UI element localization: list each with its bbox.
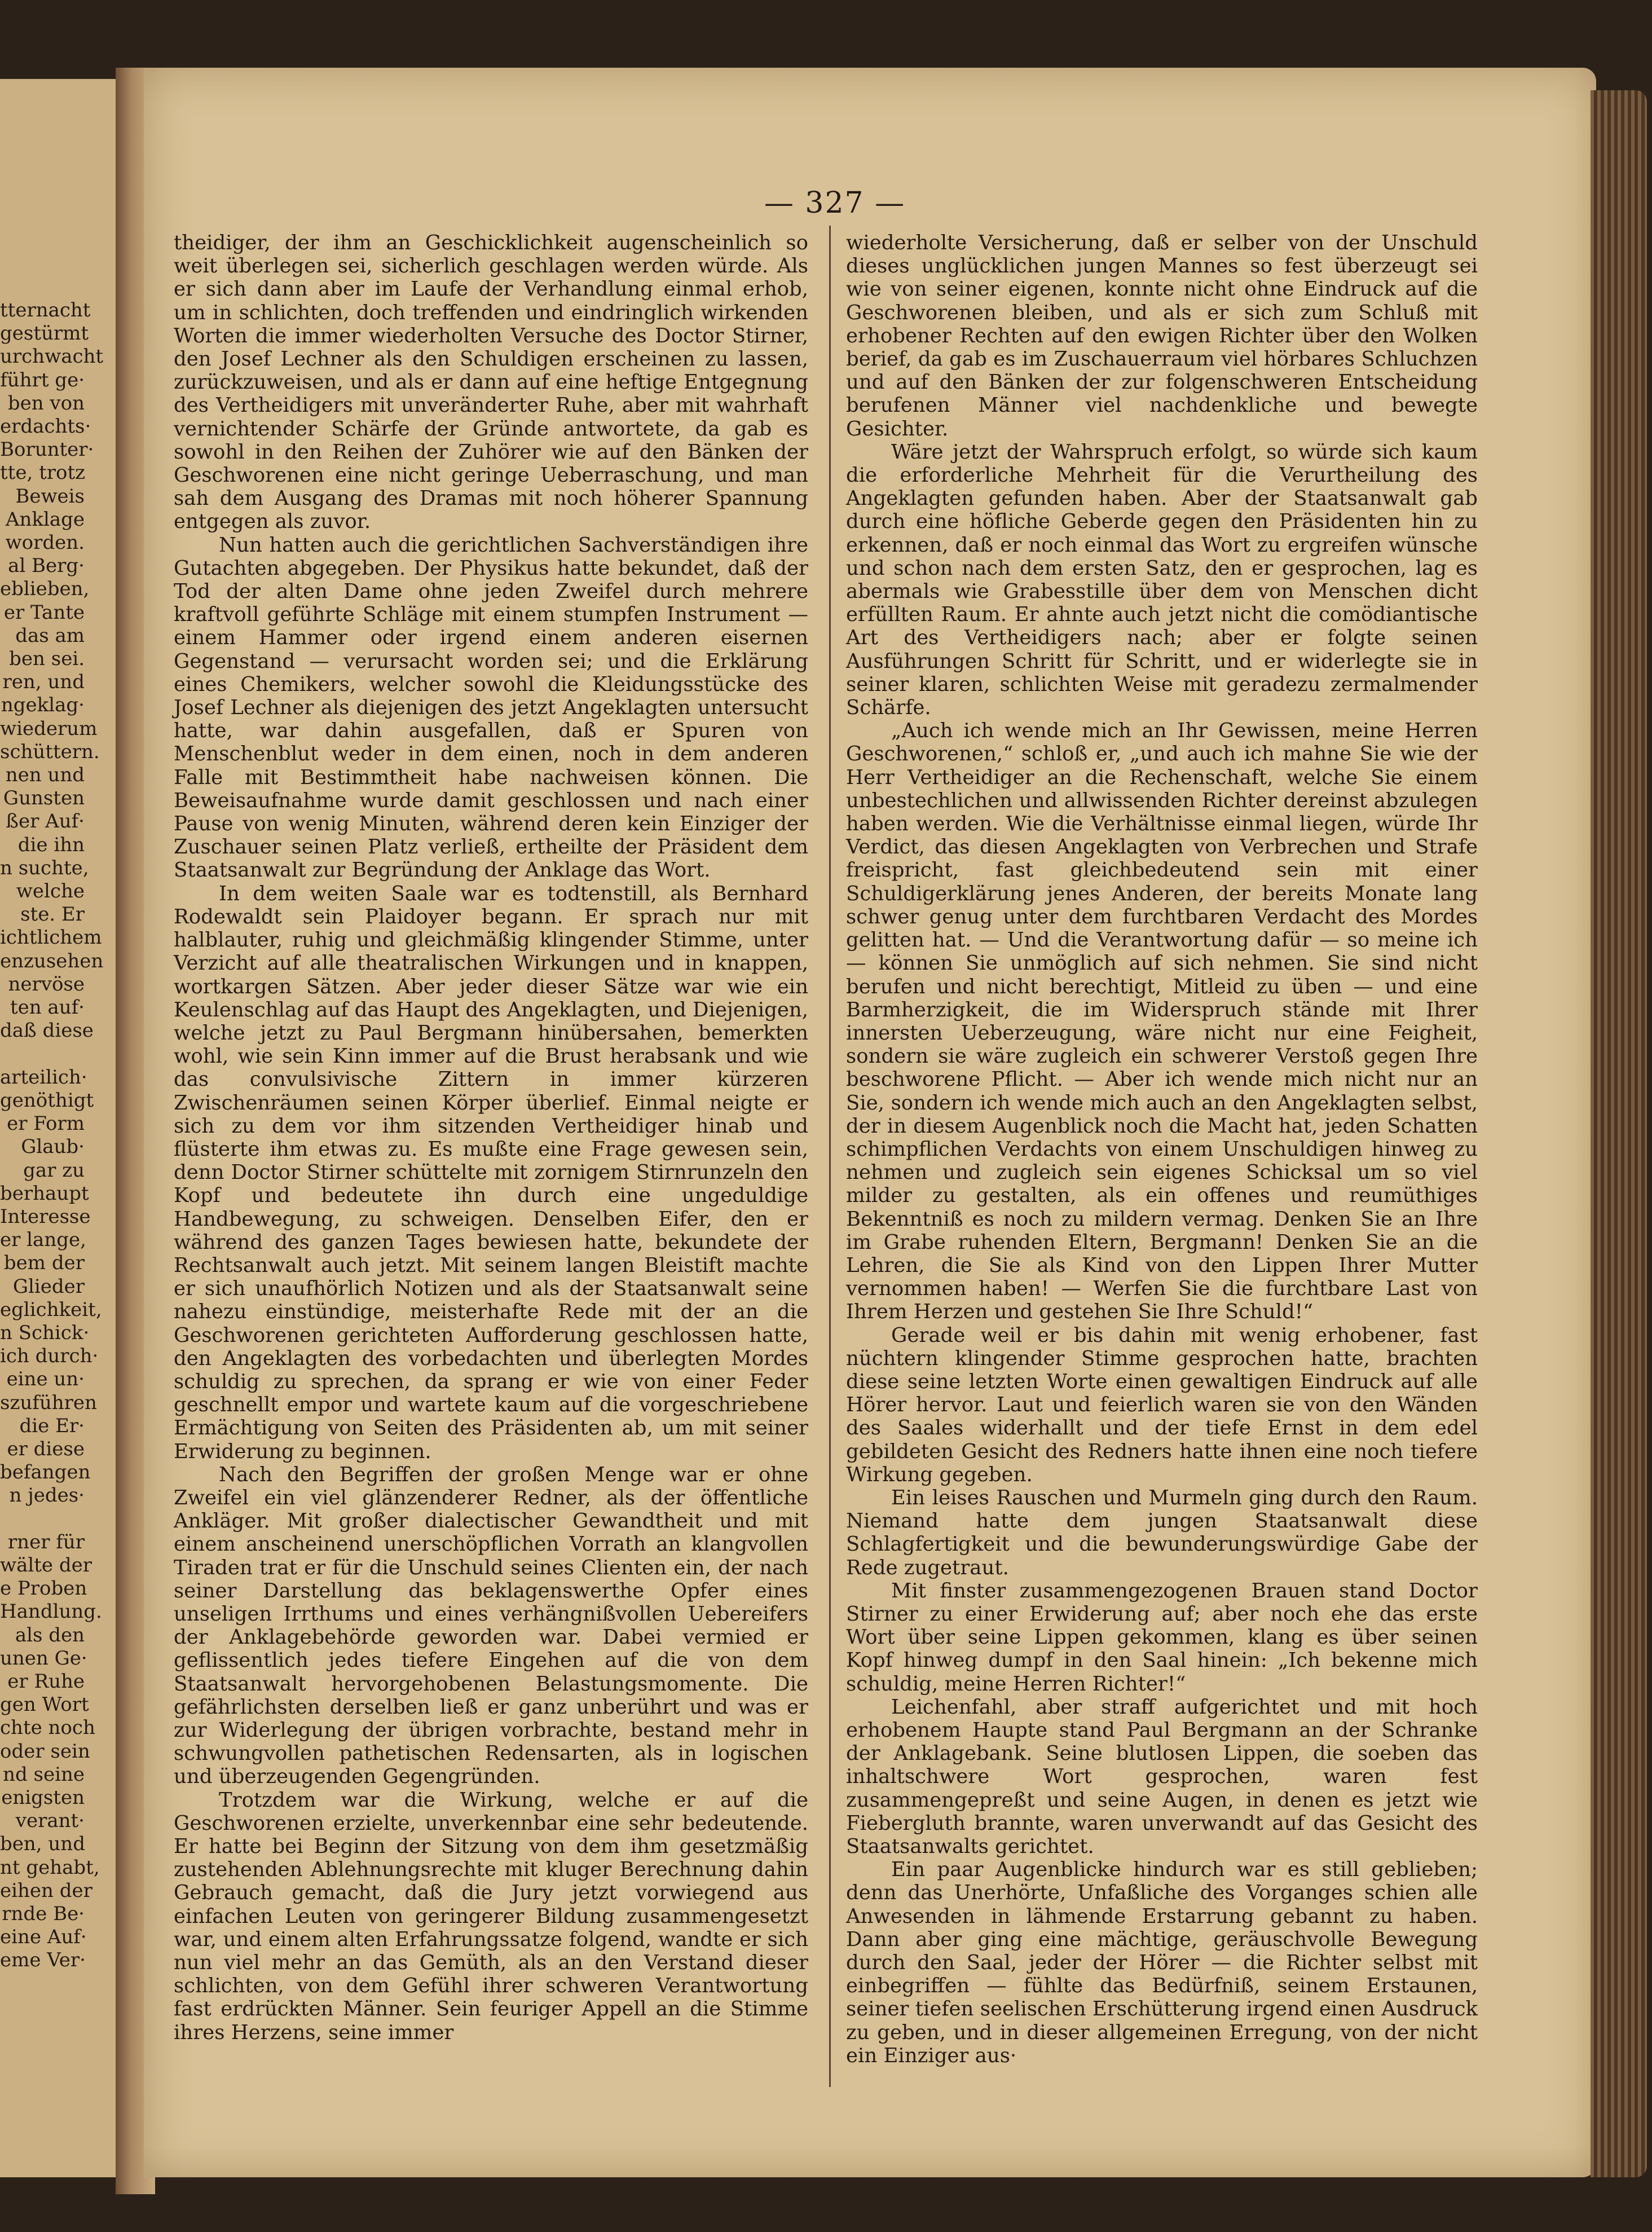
left-fragment: wälte der bbox=[0, 1553, 92, 1577]
text-column-right bbox=[846, 231, 1478, 2067]
left-fragment: e Proben bbox=[0, 1577, 87, 1600]
left-fragment: die Er· bbox=[19, 1414, 85, 1437]
left-fragment: Gunsten bbox=[3, 787, 85, 810]
left-fragment: daß diese bbox=[0, 1019, 94, 1042]
page-edges bbox=[1591, 90, 1647, 2177]
left-fragment: welche bbox=[16, 880, 85, 903]
left-fragment: n suchte, bbox=[0, 856, 89, 879]
left-fragment: n jedes· bbox=[9, 1484, 85, 1507]
left-fragment: Glaub· bbox=[21, 1135, 85, 1159]
left-fragment: eme Ver· bbox=[0, 1949, 86, 1972]
left-page-fragments bbox=[0, 299, 104, 1973]
left-fragment: tternacht bbox=[0, 299, 91, 322]
left-fragment: Anklage bbox=[5, 508, 85, 531]
left-fragment: n Schick· bbox=[0, 1321, 90, 1344]
left-fragment: die ihn bbox=[17, 833, 85, 856]
left-fragment: gen Wort bbox=[0, 1693, 89, 1716]
left-fragment: erdachts· bbox=[0, 415, 91, 438]
paragraph: Wäre jetzt der Wahrspruch erfolgt, so würde sich kaum die erforderliche Mehrheit für die Verurtheilung des Angeklagten gefunden haben. Aber der Staatsanwalt gab durch eine höfliche Geberde gegen den Präsidenten hin zu erkennen, daß er noch einmal das Wort zu ergreifen wünsche und schon nach dem ersten Satz, den er gesprochen, lag es abermals wie Grabesstille über dem von Menschen dicht erfüllten Raum. Er ahnte auch jetzt nicht die comödiantische Art des Vertheidigers nach; aber er folgte seinen Ausführungen Schritt für Schritt, und er widerlegte sie in seiner klaren, schlichten Weise mit geradezu zermalmender Schärfe. bbox=[846, 440, 1478, 720]
left-fragment: ßer Auf· bbox=[6, 810, 85, 833]
left-fragment: er lange, bbox=[0, 1229, 86, 1252]
left-fragment: berhaupt bbox=[0, 1182, 89, 1205]
left-fragment: enigsten bbox=[1, 1786, 85, 1809]
text-column-left bbox=[174, 231, 808, 2044]
left-fragment: er Tante bbox=[3, 601, 85, 624]
paragraph: In dem weiten Saale war es todtenstill, als Bernhard Rodewaldt sein Plaidoyer begann. Er sprach nur mit halblauter, ruhig und gleichmäßig klingender Stimme, unter Verzicht auf alle theatralischen Wirkungen und in knappen, wortkargen Sätzen. Aber jeder dieser Sätze war wie ein Keulenschlag auf das Haupt des Angeklagten, und Diejenigen, welche jetzt zu Paul Bergmann hinübersahen, bemerkten wohl, wie sein Kinn immer auf die Brust herabsank und wie das convulsivische Zittern in immer kürzeren Zwischenräumen seinen Körper überlief. Einmal neigte er sich zu dem vor ihm sitzenden Vertheidiger hinab und flüsterte ihm etwas zu. Es mußte eine Frage gewesen sein, denn Doctor Stirner schüttelte mit zornigem Stirnrunzeln den Kopf und bedeutete ihn durch eine ungeduldige Handbewegung, zu schweigen. Denselben Eifer, den er während des ganzen Tages bewiesen hatte, bekundete der Rechtsanwalt auch jetzt. Mit seinem langen Bleistift machte er sich unaufhörlich Notizen und als der Staatsanwalt seine nahezu einstündige, meisterhafte Rede mit der an die Geschworenen gerichteten Aufforderung geschlossen hatte, den Angeklagten des vorbedachten und überlegten Mordes schuldig zu sprechen, da sprang er wie von einer Feder geschnellt empor und wartete kaum auf die vorgeschriebene Ermächtigung von Seiten des Präsidenten ab, um mit seiner Erwiderung zu beginnen. bbox=[174, 882, 808, 1463]
left-fragment: eine Auf· bbox=[0, 1926, 87, 1949]
left-fragment: führt ge· bbox=[0, 368, 85, 391]
left-fragment bbox=[0, 1043, 85, 1066]
left-fragment: tte, trotz bbox=[0, 461, 86, 485]
left-fragment: verant· bbox=[15, 1810, 85, 1833]
paragraph: theidiger, der ihm an Geschicklichkeit augenscheinlich so weit überlegen sei, sicherlich geschlagen werden würde. Als er sich dann aber im Laufe der Verhandlung einmal erhob, um in schlichten, doch treffenden und eindringlich wirkenden Worten die immer wiederholten Versuche des Doctor Stirner, den Josef Lechner als den Schuldigen erscheinen zu lassen, zurückzuweisen, und als er dann auf eine heftige Entgegnung des Vertheidigers mit unveränderter Ruhe, aber mit wahrhaft vernichtender Schärfe der Gründe antwortete, da gab es sowohl in den Reihen der Zuhörer wie auf den Bänken der Geschworenen eine nicht geringe Ueberraschung, und man sah dem Ausgang des Dramas mit noch höherer Spannung entgegen als zuvor. bbox=[174, 231, 808, 534]
left-fragment: ngeklag· bbox=[1, 694, 85, 717]
left-fragment: ben sei. bbox=[9, 648, 85, 671]
paragraph: Mit finster zusammengezogenen Brauen stand Doctor Stirner zu einer Erwiderung auf; aber noch ehe das erste Wort über seine Lippen gekommen, klang es über seinen Kopf hinweg dumpf in den Saal hinein: „Ich bekenne mich schuldig, meine Herren Richter!“ bbox=[846, 1579, 1478, 1696]
left-fragment bbox=[0, 1508, 85, 1531]
left-fragment: urchwacht bbox=[0, 345, 104, 368]
paragraph: Ein paar Augenblicke hindurch war es still geblieben; denn das Unerhörte, Unfaßliche des Vorganges schien alle Anwesenden in lähmende Erstarrung gebannt zu haben. Dann aber ging eine mächtige, geräuschvolle Bewegung durch den Saal, jeder der Hörer — die Richter selbst mit einbegriffen — fühlte das Bedürfniß, seinem Erstaunen, seiner tiefen seelischen Erschütterung irgend einen Ausdruck zu geben, und in dieser allgemeinen Erregung, von der nicht ein Einziger aus· bbox=[846, 1858, 1478, 2067]
left-fragment: das am bbox=[15, 624, 85, 647]
left-fragment: ich durch· bbox=[0, 1345, 99, 1368]
left-fragment: Borunter· bbox=[0, 438, 94, 461]
left-fragment: rnde Be· bbox=[2, 1903, 85, 1926]
paragraph: Gerade weil er bis dahin mit wenig erhobener, fast nüchtern klingender Stimme gesprochen hatte, brachten diese seine letzten Worte einen gewaltigen Eindruck auf alle Hörer hervor. Laut und feierlich waren sie von den Wänden des Saales widerhallt und der tiefe Ernst in dem edel gebildeten Gesicht des Redners hatte ihnen eine noch tiefere Wirkung gegeben. bbox=[846, 1323, 1478, 1486]
paragraph: Leichenfahl, aber straff aufgerichtet und mit hoch erhobenem Haupte stand Paul Bergmann an der Schranke der Anklagebank. Seine blutlosen Lippen, die soeben das inhaltschwere Wort gesprochen, waren fest zusammengepreßt und seine Augen, in denen es jetzt wie Fiebergluth brannte, waren unverwandt auf das Gesicht des Staatsanwalts gerichtet. bbox=[846, 1695, 1478, 1859]
left-fragment: nd seine bbox=[3, 1763, 85, 1786]
paragraph: wiederholte Versicherung, daß er selber von der Unschuld dieses unglücklichen jungen Mannes so fest überzeugt sei wie von seiner eigenen, konnte nicht ohne Eindruck auf die Geschworenen bleiben, und als er sich zum Schluß mit erhobener Rechten auf den ewigen Richter über den Wolken berief, da gab es im Zuschauerraum viel hörbares Schluchzen und auf den Bänken der zur folgenschweren Entscheidung berufenen Männer viel nachdenkliche und bewegte Gesichter. bbox=[846, 231, 1478, 441]
left-fragment: er Form bbox=[7, 1112, 85, 1135]
left-fragment: Interesse bbox=[0, 1205, 91, 1228]
left-fragment: nen und bbox=[5, 764, 85, 787]
left-fragment: chte noch bbox=[0, 1716, 95, 1740]
left-fragment: eglichkeit, bbox=[0, 1298, 102, 1321]
paragraph: „Auch ich wende mich an Ihr Gewissen, meine Herren Geschworenen,“ schloß er, „und auch ich mahne Sie wie der Herr Vertheidiger an die Rechenschaft, welche Sie einem unbestechlichen und allwissenden Richter dereinst abzulegen haben werden. Wie die Verhältnisse einmal liegen, würde Ihr Verdict, das diesen Angeklagten von Verbrechen und Strafe freispricht, fast gleichbedeutend sein mit einer Schuldigerklärung jenes Anderen, der bereits Monate lang schwer genug unter dem furchtbaren Verdacht des Mordes gelitten hat. — Und die Verantwortung dafür — so meine ich — können Sie unmöglich auf sich nehmen. Sie sind nicht berufen und nicht berechtigt, Mitleid zu üben — und eine Barmherzigkeit, die im Widerspruch stände mit Ihrer innersten Ueberzeugung, wäre nicht nur eine Feigheit, sondern sie wäre zugleich ein schwerer Verstoß gegen Ihre beschworene Pflicht. — Aber ich wende mich nicht nur an Sie, sondern ich wende mich auch an den Angeklagten selbst, der in diesem Augenblick noch die Macht hat, jeden Schatten schimpflichen Verdachts von einem Unschuldigen hinweg zu nehmen und zugleich sein eigenes Schicksal um so viel milder zu gestalten, als ein offenes und reumüthiges Bekenntniß es noch zu mildern vermag. Denken Sie an Ihre im Grabe ruhenden Eltern, Bergmann! Denken Sie an die Lehren, die Sie als Kind von den Lippen Ihrer Mutter vernommen haben! — Werfen Sie die furchtbare Last von Ihrem Herzen und gestehen Sie Ihre Schuld!“ bbox=[846, 719, 1478, 1324]
left-fragment: eihen der bbox=[0, 1879, 92, 1902]
left-fragment: gestürmt bbox=[0, 322, 89, 345]
left-fragment: rner für bbox=[7, 1530, 85, 1553]
left-fragment: genöthigt bbox=[0, 1089, 94, 1112]
left-fragment: ben von bbox=[7, 391, 85, 415]
left-fragment: gar zu bbox=[23, 1159, 85, 1182]
left-fragment: worden. bbox=[5, 531, 85, 554]
left-page-edge bbox=[0, 79, 124, 2177]
left-fragment: ten auf· bbox=[10, 996, 85, 1019]
left-fragment: bem der bbox=[3, 1252, 85, 1275]
page-number: — 327 — bbox=[764, 186, 906, 220]
left-fragment: ste. Er bbox=[20, 903, 85, 926]
left-fragment: nt gehabt, bbox=[0, 1856, 100, 1879]
left-fragment: er diese bbox=[7, 1437, 85, 1460]
left-fragment: nervöse bbox=[8, 972, 85, 996]
left-fragment: wiederum bbox=[0, 717, 98, 740]
left-fragment: ren, und bbox=[2, 671, 85, 694]
left-fragment: befangen bbox=[0, 1461, 91, 1484]
paragraph: Ein leises Rauschen und Murmeln ging durch den Raum. Niemand hatte dem jungen Staatsanwalt diese Schlagfertigkeit und die bewunderungswürdige Gabe der Rede zugetraut. bbox=[846, 1486, 1478, 1579]
left-fragment: Handlung. bbox=[0, 1600, 102, 1623]
left-fragment: al Berg· bbox=[8, 554, 85, 578]
left-fragment: eblieben, bbox=[0, 578, 90, 601]
left-fragment: arteilich· bbox=[0, 1066, 87, 1089]
left-fragment: als den bbox=[15, 1623, 85, 1647]
left-fragment: schüttern. bbox=[0, 740, 100, 763]
paragraph: Nach den Begriffen der großen Menge war er ohne Zweifel ein viel glänzenderer Redner, als der öffentliche Ankläger. Mit großer dialectischer Gewandtheit und mit einem anscheinend unerschöpflichen Vorrath an klangvollen Tiraden trat er für die Unschuld seines Clienten ein, der nach seiner Darstellung das beklagenswerthe Opfer eines unseligen Irrthums und eines verhängnißvollen Uebereifers der Anklagebehörde geworden war. Dabei vermied er geflissentlich jedes tiefere Eingehen auf die von dem Staatsanwalt hervorgehobenen Belastungsmomente. Die gefährlichsten derselben ließ er ganz unberührt und was er zur Widerlegung der übrigen vorbrachte, bestand mehr in schwungvollen pathetischen Redensarten, als in logischen und überzeugenden Gegengründen. bbox=[174, 1463, 808, 1789]
paragraph: Trotzdem war die Wirkung, welche er auf die Geschworenen erzielte, unverkennbar eine sehr bedeutende. Er hatte bei Beginn der Sitzung von dem ihm gesetzmäßig zustehenden Ablehnungsrechte mit kluger Berechnung dahin Gebrauch gemacht, daß die Jury jetzt vorwiegend aus einfachen Leuten von geringerer Bildung zusammengesetzt war, und einem alten Erfahrungssatze folgend, wandte er sich nun viel mehr an das Gemüth, als an den Verstand dieser schlichten, von dem Gefühl ihrer schweren Verantwortung fast erdrückten Männer. Sein feuriger Appell an die Stimme ihres Herzens, seine immer bbox=[174, 1788, 808, 2044]
left-fragment: unen Ge· bbox=[0, 1647, 87, 1670]
paragraph: Nun hatten auch die gerichtlichen Sachverständigen ihre Gutachten abgegeben. Der Physikus hatte bekundet, daß der Tod der alten Dame ohne jeden Zweifel durch mehrere kraftvoll geführte Schläge mit einem stumpfen Instrument — einem Hammer oder irgend einem anderen eisernen Gegenstand — verursacht worden sei; und die Erklärung eines Chemikers, welcher sowohl die Kleidungsstücke des Josef Lechner als diejenigen des jetzt Angeklagten untersucht hatte, war dahin ausgefallen, daß er Spuren von Menschenblut weder in dem einen, noch in dem anderen Falle mit Bestimmtheit habe nachweisen können. Die Beweisaufnahme wurde damit geschlossen und nach einer Pause von wenig Minuten, während deren kein Einziger der Zuschauer seinen Platz verließ, ertheilte der Präsident dem Staatsanwalt zur Begründung der Anklage das Wort. bbox=[174, 533, 808, 882]
left-fragment: eine un· bbox=[6, 1368, 85, 1391]
left-fragment: Beweis bbox=[15, 485, 85, 508]
left-fragment: enzusehen bbox=[0, 949, 104, 972]
left-fragment: oder sein bbox=[0, 1740, 90, 1763]
left-fragment: Glieder bbox=[12, 1275, 85, 1298]
left-fragment: szuführen bbox=[0, 1391, 97, 1414]
left-fragment: er Ruhe bbox=[7, 1670, 85, 1693]
left-fragment: ichtlichem bbox=[0, 926, 102, 949]
column-divider bbox=[829, 226, 831, 2087]
left-fragment: ben, und bbox=[0, 1833, 85, 1856]
